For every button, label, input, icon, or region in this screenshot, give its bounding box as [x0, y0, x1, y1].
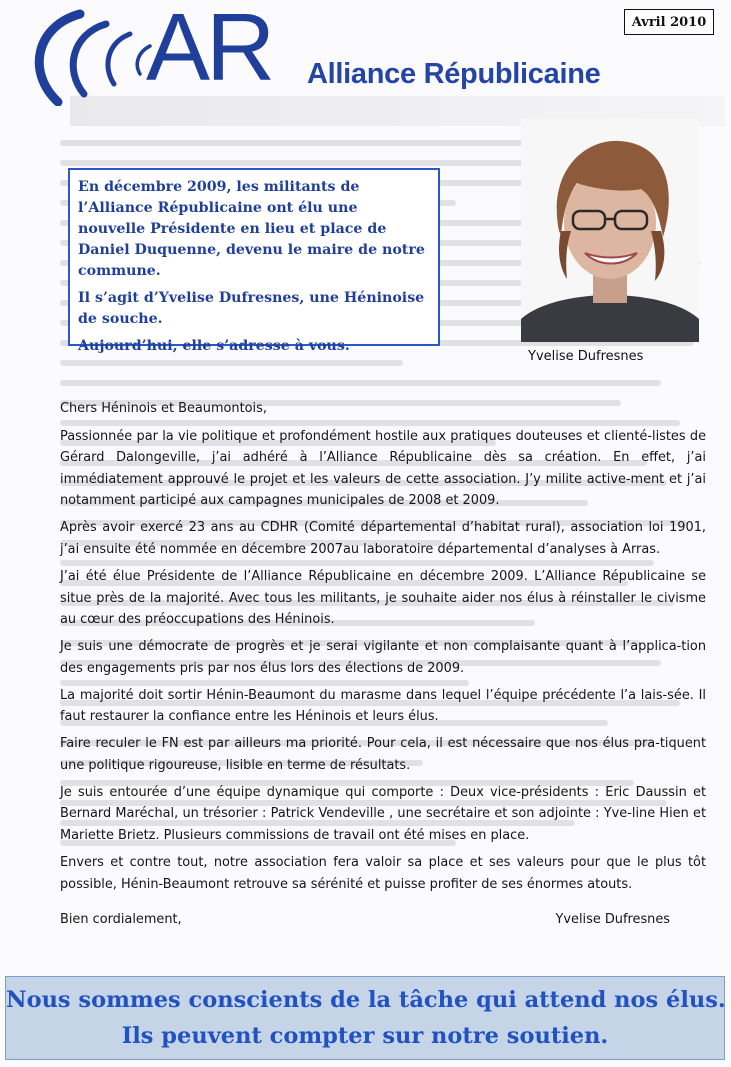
issue-date: Avril 2010: [624, 9, 714, 35]
organization-name: Alliance Républicaine: [307, 58, 601, 90]
letter-paragraph: J’ai été élue Présidente de l’Alliance Républicaine en décembre 2009. L’Alliance Républicaine se situe près de la majorité. Avec tous les militants, je souhaite aider nos élus à réinstaller le civisme au cœur des préoccupations des Héninois.: [60, 568, 706, 628]
letter-paragraph: Après avoir exercé 23 ans au CDHR (Comité départemental d’habitat rural), association loi 1901, j’ai ensuite été nommée en décembre 2007au laboratoire départemental d’analyses à Arras.: [60, 520, 706, 557]
letter-signature: Yvelise Dufresnes: [555, 912, 670, 928]
letter-paragraph: Faire reculer le FN est par ailleurs ma priorité. Pour cela, il est nécessaire que nos élus pra-tiquent une politique rigoureuse, lisible en terme de résultats.: [60, 736, 706, 773]
letter-body: [60, 398, 706, 931]
letter-closing: Bien cordialement,: [60, 912, 182, 928]
banner-line-1: Nous sommes conscients de la tâche qui attend nos élus.: [6, 987, 726, 1013]
ar-logo: [18, 0, 298, 106]
intro-callout: [68, 168, 440, 354]
letter-closing-row: [60, 909, 706, 931]
portrait-photo: [521, 119, 699, 342]
logo-letters: AR: [146, 0, 272, 101]
support-banner: [5, 976, 725, 1060]
letter-paragraph: Passionnée par la vie politique et profondément hostile aux pratiques douteuses et clienté-listes de Gérard Dalongeville, j’ai adhéré à l’Alliance Républicaine dès sa création. En effet, j’ai immédiatement approuvé le projet et les valeurs de cette association. J’y milite active-ment et j’ai notamment participé aux campagnes municipales de 2008 et 2009.: [60, 428, 706, 509]
letter-paragraph: La majorité doit sortir Hénin-Beaumont du marasme dans lequel l’équipe précédente l’a lais-sée. Il faut restaurer la confiance entre les Héninois et leurs élus.: [60, 687, 706, 725]
letter-paragraph: Je suis une démocrate de progrès et je serai vigilante et non complaisante quant à l’applica-tion des engagements pris par nos élus lors des élections de 2009.: [60, 639, 706, 676]
intro-paragraph-2: Il s’agit d’Yvelise Dufresnes, une Héninoise de souche.: [78, 290, 425, 327]
letter-paragraph: Je suis entourée d’une équipe dynamique qui comporte : Deux vice-présidents : Eric Daussin et Bernard Maréchal, un trésorier : Patrick Vendeville , une secrétaire et son adjointe : Yve-line Hien et Mariette Brietz. Plusieurs commissions de travail ont été mises en place.: [60, 784, 706, 844]
letter-paragraph: Envers et contre tout, notre association fera valoir sa place et ses valeurs pour que le plus tôt possible, Hénin-Beaumont retrouve sa sérénité et puisse profiter de ses énormes atouts.: [60, 855, 706, 892]
portrait-illustration: [521, 119, 699, 342]
photo-caption: Yvelise Dufresnes: [528, 349, 644, 364]
intro-paragraph-1: En décembre 2009, les militants de l’Alliance Républicaine ont élu une nouvelle Présidente en lieu et place de Daniel Duquenne, devenu le maire de notre commune.: [78, 179, 425, 279]
banner-line-2: Ils peuvent compter sur notre soutien.: [121, 1023, 609, 1049]
intro-paragraph-3: Aujourd’hui, elle s’adresse à vous.: [78, 338, 350, 354]
letter-salutation: Chers Héninois et Beaumontois,: [60, 401, 267, 416]
